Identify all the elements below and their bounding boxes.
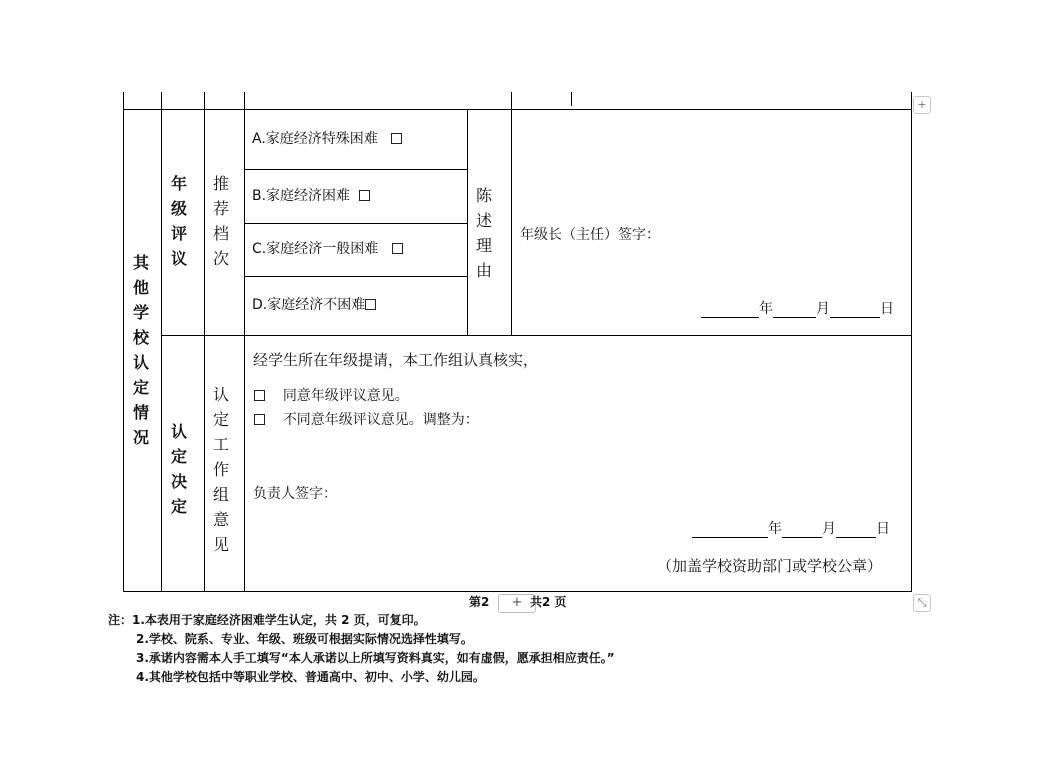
month-label: 月 bbox=[822, 521, 836, 537]
option-c-checkbox[interactable] bbox=[392, 243, 403, 254]
day-label: 日 bbox=[876, 521, 890, 537]
table-bottom-border bbox=[123, 591, 912, 592]
opinion-label-char: 组 bbox=[212, 485, 229, 504]
page-number-total: 共2 页 bbox=[530, 595, 567, 609]
recommend-label-char: 次 bbox=[212, 249, 229, 268]
agree-option bbox=[254, 387, 409, 405]
month-blank[interactable] bbox=[782, 523, 822, 538]
option-d bbox=[252, 296, 376, 314]
opinion-label-char: 认 bbox=[212, 385, 229, 404]
opinion-label-char: 见 bbox=[212, 535, 229, 554]
col-divider bbox=[571, 92, 572, 106]
recommend-label-char: 荐 bbox=[212, 199, 229, 218]
table-right-border bbox=[911, 92, 912, 592]
disagree-option bbox=[254, 411, 479, 429]
decision-label-char: 决 bbox=[170, 472, 187, 491]
day-blank[interactable] bbox=[836, 523, 876, 538]
table-left-border bbox=[123, 92, 124, 592]
reason-label-char: 述 bbox=[475, 211, 492, 230]
disagree-checkbox[interactable] bbox=[254, 414, 265, 425]
col-divider bbox=[204, 92, 205, 592]
section-label-char: 认 bbox=[132, 353, 149, 372]
day-blank[interactable] bbox=[830, 303, 880, 318]
section-label-char: 校 bbox=[132, 328, 149, 347]
option-c bbox=[252, 240, 403, 258]
option-a bbox=[252, 130, 402, 148]
col-divider bbox=[161, 92, 162, 592]
col-divider bbox=[467, 109, 468, 335]
note-1: 注：1.本表用于家庭经济困难学生认定，共 2 页，可复印。 bbox=[108, 613, 426, 627]
note-3: 3.承诺内容需本人手工填写“本人承诺以上所填写资料真实，如有虚假，愿承担相应责任。” bbox=[136, 651, 615, 665]
section-label-char: 他 bbox=[132, 278, 149, 297]
row-divider bbox=[244, 169, 467, 170]
note-2: 2.学校、院系、专业、年级、班级可根据实际情况选择性填写。 bbox=[136, 632, 473, 646]
row-divider bbox=[244, 276, 467, 277]
decision-label-char: 定 bbox=[170, 497, 187, 516]
day-label: 日 bbox=[880, 301, 894, 317]
option-b-label: B.家庭经济困难 bbox=[252, 188, 351, 204]
option-a-label: A.家庭经济特殊困难 bbox=[252, 131, 378, 147]
note-4: 4.其他学校包括中等职业学校、普通高中、初中、小学、幼儿园。 bbox=[136, 670, 485, 684]
agree-label: 同意年级评议意见。 bbox=[282, 388, 409, 404]
decision-label-char: 认 bbox=[170, 422, 187, 441]
decision-intro: 经学生所在年级提请，本工作组认真核实， bbox=[253, 351, 539, 369]
opinion-label-char: 定 bbox=[212, 410, 229, 429]
recommend-level-label bbox=[210, 171, 232, 271]
section-label-char: 学 bbox=[132, 303, 149, 322]
grade-date bbox=[701, 300, 894, 318]
table-resize-handle[interactable] bbox=[913, 594, 931, 612]
plus-icon: + bbox=[511, 595, 523, 610]
year-label: 年 bbox=[768, 521, 782, 537]
row-divider bbox=[161, 335, 912, 336]
section-label-char: 定 bbox=[132, 378, 149, 397]
col-divider bbox=[511, 92, 512, 335]
grade-review-label-char: 年 bbox=[170, 174, 187, 193]
reason-label-char: 由 bbox=[475, 261, 492, 280]
month-label: 月 bbox=[816, 301, 830, 317]
recommend-label-char: 推 bbox=[212, 174, 229, 193]
disagree-label: 不同意年级评议意见。调整为： bbox=[282, 412, 479, 428]
row-divider bbox=[123, 109, 912, 110]
option-a-checkbox[interactable] bbox=[391, 133, 402, 144]
page-number-current: 第2 bbox=[469, 595, 490, 609]
decision-label bbox=[168, 419, 190, 519]
agree-checkbox[interactable] bbox=[254, 390, 265, 401]
year-blank[interactable] bbox=[701, 303, 759, 318]
opinion-label-char: 工 bbox=[212, 435, 229, 454]
plus-icon: + bbox=[917, 98, 927, 111]
responsible-signature: 负责人签字： bbox=[253, 486, 337, 502]
grade-review-label-char: 评 bbox=[170, 224, 187, 243]
grade-review-label-char: 议 bbox=[170, 249, 187, 268]
grade-leader-signature: 年级长（主任）签字： bbox=[520, 227, 660, 243]
decision-date bbox=[692, 520, 890, 538]
row-divider bbox=[244, 223, 467, 224]
option-c-label: C.家庭经济一般困难 bbox=[252, 241, 379, 257]
reason-label-char: 理 bbox=[475, 236, 492, 255]
reason-label-char: 陈 bbox=[475, 186, 492, 205]
section-label-char: 其 bbox=[132, 253, 149, 272]
section-label-char: 况 bbox=[132, 428, 149, 447]
resize-icon: ⤡ bbox=[917, 596, 927, 609]
option-d-checkbox[interactable] bbox=[365, 299, 376, 310]
opinion-label-char: 意 bbox=[212, 510, 229, 529]
opinion-label-char: 作 bbox=[212, 460, 229, 479]
option-b bbox=[252, 187, 370, 205]
section-label-other-schools bbox=[130, 250, 152, 450]
decision-label-char: 定 bbox=[170, 447, 187, 466]
month-blank[interactable] bbox=[773, 303, 816, 318]
grade-review-label bbox=[168, 171, 190, 271]
option-b-checkbox[interactable] bbox=[359, 190, 370, 201]
grade-review-label-char: 级 bbox=[170, 199, 187, 218]
recommend-label-char: 档 bbox=[212, 224, 229, 243]
work-group-opinion-label bbox=[210, 382, 232, 557]
col-divider bbox=[244, 92, 245, 592]
table-add-row-handle[interactable] bbox=[913, 96, 931, 114]
reason-label bbox=[473, 183, 495, 283]
stamp-note: （加盖学校资助部门或学校公章） bbox=[657, 557, 883, 575]
section-label-char: 情 bbox=[132, 403, 149, 422]
year-blank[interactable] bbox=[692, 523, 768, 538]
year-label: 年 bbox=[759, 301, 773, 317]
option-d-label: D.家庭经济不困难 bbox=[252, 297, 366, 313]
